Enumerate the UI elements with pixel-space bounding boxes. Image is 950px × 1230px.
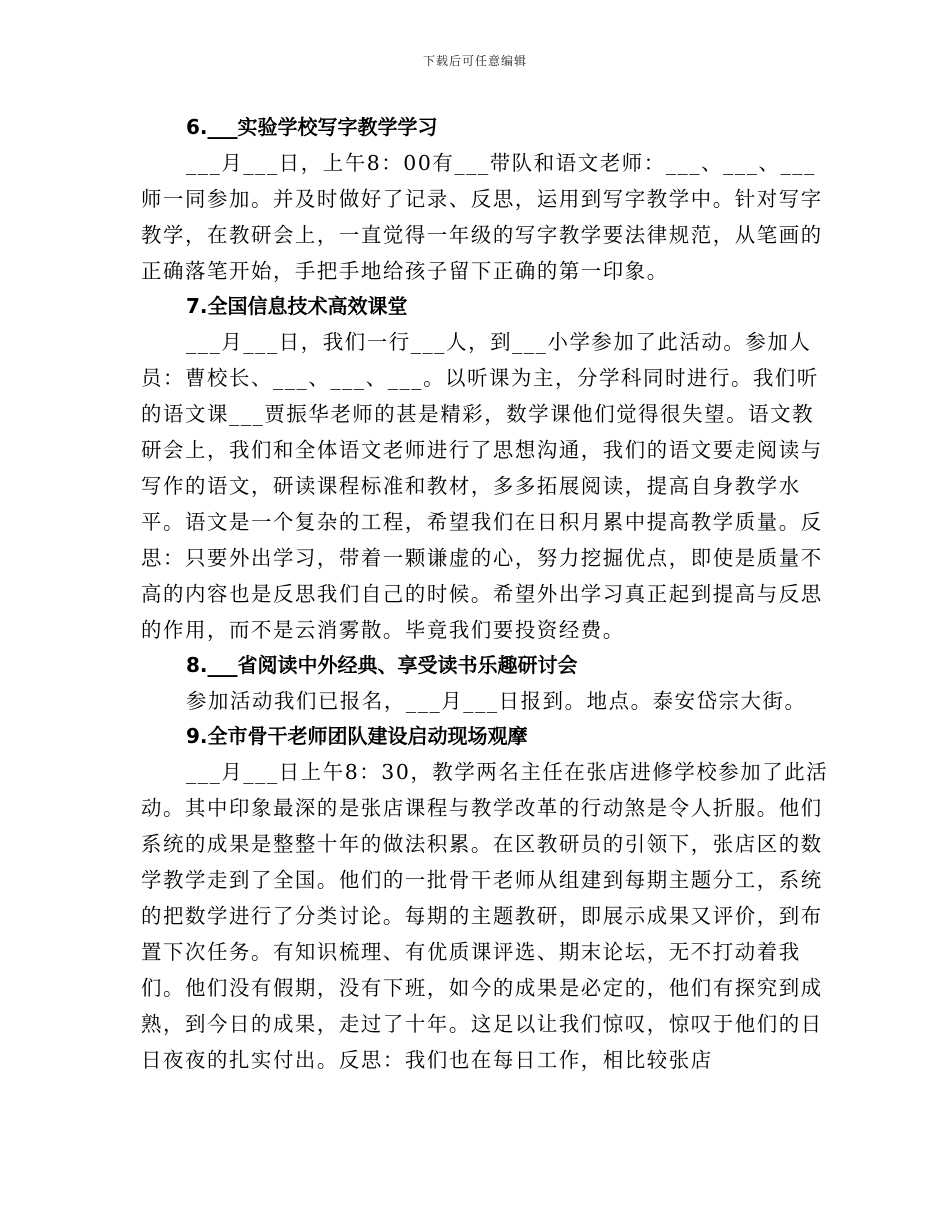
section-title: 8.___省阅读中外经典、享受读书乐趣研讨会: [186, 653, 578, 677]
section-paragraph: 参加活动我们已报名，___月___日报到。地点。泰安岱宗大街。: [186, 689, 807, 713]
document-body: [141, 110, 831, 1078]
section-8: [141, 648, 831, 719]
section-7: [141, 289, 831, 648]
section-paragraph: ___月___日上午8：30，教学两名主任在张店进修学校参加了此活动。其中印象最深的是张店课程与教学改革的行动煞是令人折服。他们系统的成果是整整十年的做法积累。在区教研员的引领下，张店区的数学教学走到了全国。他们的一批骨干老师从组建到每期主题分工，系统的把数学进行了分类讨论。每期的主题教研，即展示成果又评价，到布置下次任务。有知识梳理、有优质课评选、期末论坛，无不打动着我们。他们没有假期，没有下班，如今的成果是必定的，他们有探究到成熟，到今日的成果，走过了十年。这足以让我们惊叹，惊叹于他们的日日夜夜的扎实付出。反思：我们也在每日工作，相比较张店: [141, 760, 829, 1072]
section-paragraph: ___月___日，上午8：00有___带队和语文老师：___、___、___师一同参加。并及时做好了记录、反思，运用到写字教学中。针对写字教学，在教研会上，一直觉得一年级的写字教学要法律规范，从笔画的正确落笔开始，手把手地给孩子留下正确的第一印象。: [141, 151, 823, 283]
page-header: 下载后可任意编辑: [422, 54, 527, 68]
section-9: [141, 719, 831, 1078]
section-6: [141, 110, 831, 289]
section-title: 7.全国信息技术高效课堂: [186, 294, 408, 318]
section-title: 9.全市骨干老师团队建设启动现场观摩: [186, 724, 528, 748]
section-title: 6.___实验学校写字教学学习: [186, 115, 438, 139]
section-paragraph: ___月___日，我们一行___人，到___小学参加了此活动。参加人员：曹校长、___、___、___。以听课为主，分学科同时进行。我们听的语文课___贾振华老师的甚是精彩，数学课他们觉得很失望。语文教研会上，我们和全体语文老师进行了思想沟通，我们的语文要走阅读与写作的语文，研读课程标准和教材，多多拓展阅读，提高自身教学水平。语文是一个复杂的工程，希望我们在日积月累中提高教学质量。反思：只要外出学习，带着一颗谦虚的心，努力挖掘优点，即使是质量不高的内容也是反思我们自己的时候。希望外出学习真正起到提高与反思的作用，而不是云消雾散。毕竟我们要投资经费。: [141, 330, 823, 642]
